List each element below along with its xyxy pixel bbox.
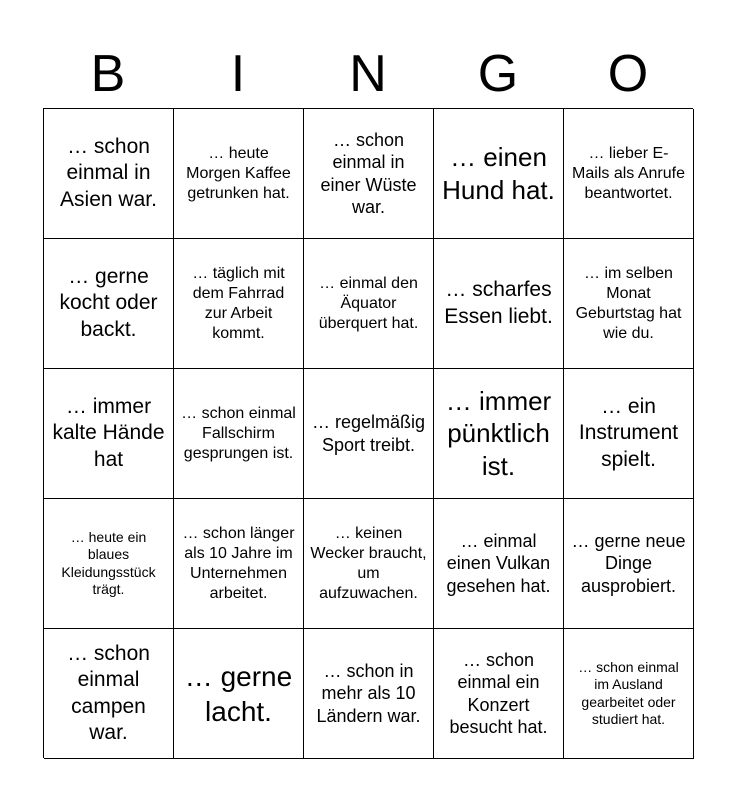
- bingo-cell-r4-c4: [434, 499, 564, 629]
- bingo-cell-r2-c4: [434, 239, 564, 369]
- cell-text: … gerne lacht.: [184, 660, 293, 727]
- cell-text: … schon einmal Fallschirm gesprungen ist.: [181, 404, 296, 462]
- bingo-cell-r2-c3: [304, 239, 434, 369]
- bingo-cell-r4-c3: [304, 499, 434, 629]
- bingo-cell-r1-c2: [174, 109, 304, 239]
- cell-text: … schon in mehr als 10 Ländern war.: [316, 660, 421, 726]
- cell-text: … schon einmal im Ausland gearbeitet oder studiert hat.: [578, 658, 679, 727]
- cell-text: … im selben Monat Geburtstag hat wie du.: [575, 264, 682, 342]
- bingo-cell-r4-c5: [564, 499, 694, 629]
- bingo-cell-r5-c3: [304, 629, 434, 759]
- header-letter-o: O: [607, 45, 649, 103]
- header-letter-b: B: [90, 45, 126, 103]
- bingo-cell-r3-c3: [304, 369, 434, 499]
- bingo-cell-r4-c2: [174, 499, 304, 629]
- cell-text: … regelmäßig Sport treibt.: [311, 412, 426, 455]
- cell-text: … immer pünktlich ist.: [445, 385, 552, 481]
- header-letter-n: N: [349, 45, 387, 103]
- bingo-cell-r2-c5: [564, 239, 694, 369]
- bingo-cell-r3-c1: [44, 369, 174, 499]
- cell-text: … einmal einen Vulkan gesehen hat.: [446, 530, 551, 596]
- cell-text: … einen Hund hat.: [442, 142, 555, 205]
- bingo-cell-r5-c2: [174, 629, 304, 759]
- bingo-cell-r3-c5: [564, 369, 694, 499]
- cell-text: … schon einmal campen war.: [67, 642, 150, 744]
- bingo-header: [43, 40, 693, 108]
- cell-text: … täglich mit dem Fahrrad zur Arbeit kommt.: [192, 264, 285, 342]
- cell-text: … lieber E-Mails als Anrufe beantwortet.: [572, 144, 685, 202]
- bingo-cell-r2-c2: [174, 239, 304, 369]
- bingo-cell-r1-c3: [304, 109, 434, 239]
- cell-text: … ein Instrument spielt.: [578, 395, 679, 471]
- bingo-cell-r1-c4: [434, 109, 564, 239]
- bingo-cell-r4-c1: [44, 499, 174, 629]
- cell-text: … schon einmal in einer Wüste war.: [320, 129, 417, 217]
- bingo-cell-r5-c4: [434, 629, 564, 759]
- bingo-cell-r5-c1: [44, 629, 174, 759]
- cell-text: … scharfes Essen liebt.: [444, 278, 553, 328]
- cell-text: … gerne neue Dinge ausprobiert.: [571, 530, 686, 596]
- cell-text: … schon einmal in Asien war.: [60, 135, 157, 211]
- cell-text: … heute Morgen Kaffee getrunken hat.: [186, 144, 291, 202]
- cell-text: … immer kalte Hände hat: [52, 395, 165, 471]
- cell-text: … schon länger als 10 Jahre im Unternehmen arbeitet.: [182, 524, 295, 602]
- bingo-cell-r2-c1: [44, 239, 174, 369]
- cell-text: … heute ein blaues Kleidungsstück trägt.: [61, 528, 156, 597]
- cell-text: … keinen Wecker braucht, um aufzuwachen.: [310, 524, 427, 602]
- bingo-cell-r3-c2: [174, 369, 304, 499]
- bingo-grid: [43, 108, 693, 758]
- cell-text: … einmal den Äquator überquert hat.: [318, 274, 419, 332]
- cell-text: … gerne kocht oder backt.: [59, 265, 158, 341]
- cell-text: … schon einmal ein Konzert besucht hat.: [449, 649, 548, 737]
- bingo-cell-r5-c5: [564, 629, 694, 759]
- header-letter-i: I: [230, 45, 246, 103]
- bingo-cell-r1-c1: [44, 109, 174, 239]
- bingo-cell-r1-c5: [564, 109, 694, 239]
- bingo-cell-r3-c4: [434, 369, 564, 499]
- header-letter-g: G: [477, 45, 519, 103]
